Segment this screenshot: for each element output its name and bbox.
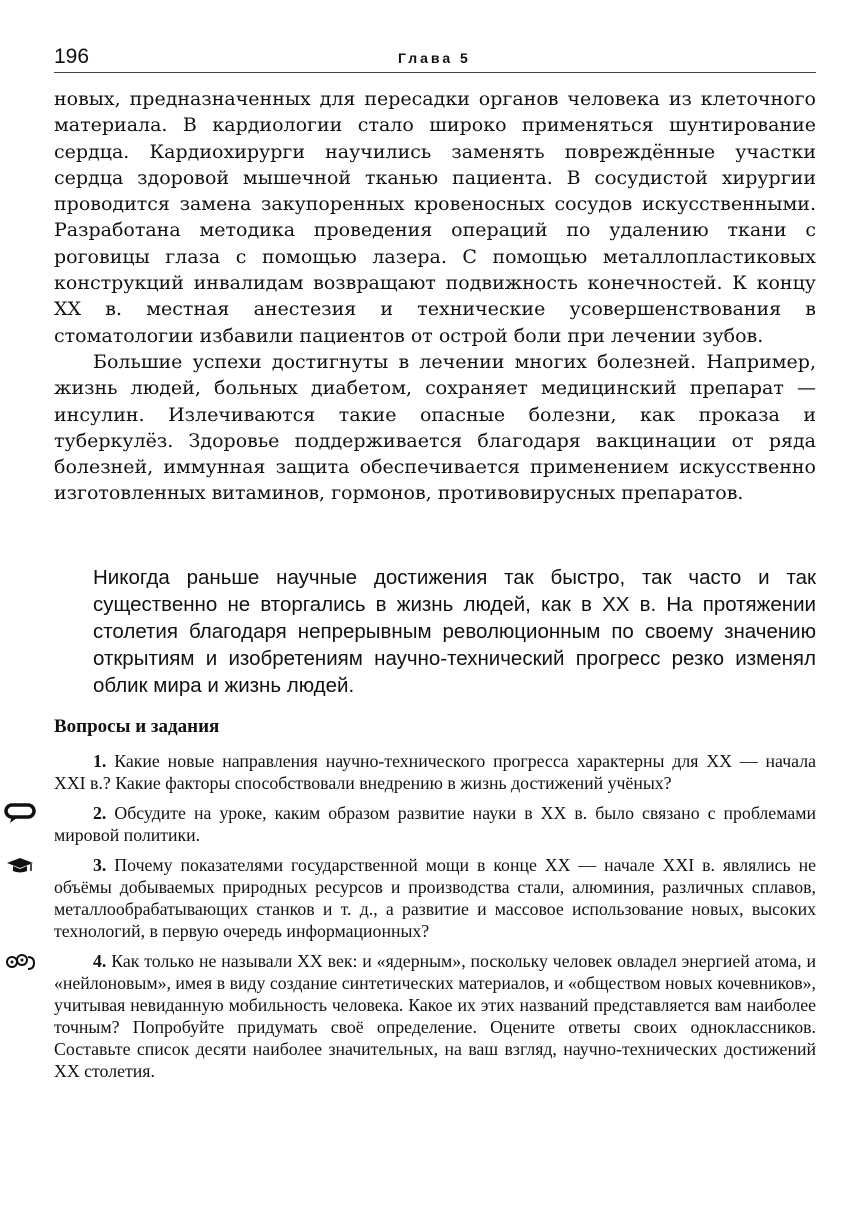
paragraph: новых, предназначенных для пересадки органов человека из клеточного материала. В кардиологии стало широко применяться шунтирование сердца. Кардиохирурги научились заменять повреждённые участки сердца здоровой мышечной тканью пациента. В сосудистой хирургии проводится замена закупоренных кровеносных сосудов искусственными. Разработана методика проведения операций по удалению ткани с роговицы глаза с помощью лазера. С помощью металлопластиковых конструкций инвалидам возвращают подвижность конечностей. К концу XX в. местная анестезия и технические усовершенствования в стоматологии избавили пациентов от острой боли при лечении зубов. — [54, 88, 816, 347]
question-item — [54, 854, 816, 942]
question-text: Почему показателями государственной мощи в конце XX — начале XXI в. являлись не объёмы добываемых природных ресурсов и производства стали, алюминия, различных сплавов, металлообрабатывающих станков и т. д., а развитие и массовое использование новых, высоких технологий, в первую очередь информационных? — [54, 855, 816, 941]
question-number: 3. — [93, 855, 107, 875]
question-text: Обсудите на уроке, каким образом развитие науки в XX в. было связано с проблемами мировой политики. — [54, 803, 816, 845]
page-number: 196 — [54, 45, 90, 68]
question-item — [54, 802, 816, 846]
question-number: 4. — [93, 951, 107, 971]
question-text: Какие новые направления научно-технического прогресса характерны для XX — начала XXI в.? Какие факторы способствовали внедрению в жизнь достижений учёных? — [54, 751, 816, 793]
conclusion-text: Никогда раньше научные достижения так быстро, так часто и так существенно не вторгались в жизнь людей, как в XX в. На протяжении столетия благодаря непрерывным революционным по своему значению открытиям и изобретениям научно-технический прогресс резко изменял облик мира и жизнь людей. — [93, 566, 816, 697]
paragraph: Большие успехи достигнуты в лечении многих болезней. Например, жизнь людей, больных диабетом, сохраняет медицинский препарат — инсулин. Излечиваются такие опасные болезни, как проказа и туберкулёз. Здоровье поддерживается благодаря вакцинации от ряда болезней, иммунная защита обеспечивается применением искусственно изготовленных витаминов, гормонов, противовирусных препаратов. — [54, 350, 816, 505]
group-work-icon — [4, 951, 38, 973]
question-number: 2. — [93, 803, 107, 823]
questions-list — [54, 750, 816, 1090]
questions-title: Вопросы и задания — [54, 716, 220, 737]
question-text: Как только не называли XX век: и «ядерным», поскольку человек овладел энергией атома, и «нейлоновым», имея в виду создание синтетических материалов, и «обществом новых кочевников», учитывая невиданную мобильность человека. Какое их этих названий представляется вам наиболее точным? Попробуйте придумать своё определение. Оцените ответы своих одноклассников. Составьте список десяти наиболее значительных, на ваш взгляд, научно-технических достижений XX столетия. — [54, 951, 816, 1081]
graduation-cap-icon — [4, 855, 38, 877]
page-header — [54, 40, 816, 73]
chapter-title: Глава 5 — [398, 50, 471, 66]
main-text — [54, 86, 816, 507]
question-number: 1. — [93, 751, 107, 771]
question-item — [54, 750, 816, 794]
discussion-icon — [4, 803, 38, 825]
question-item — [54, 950, 816, 1082]
